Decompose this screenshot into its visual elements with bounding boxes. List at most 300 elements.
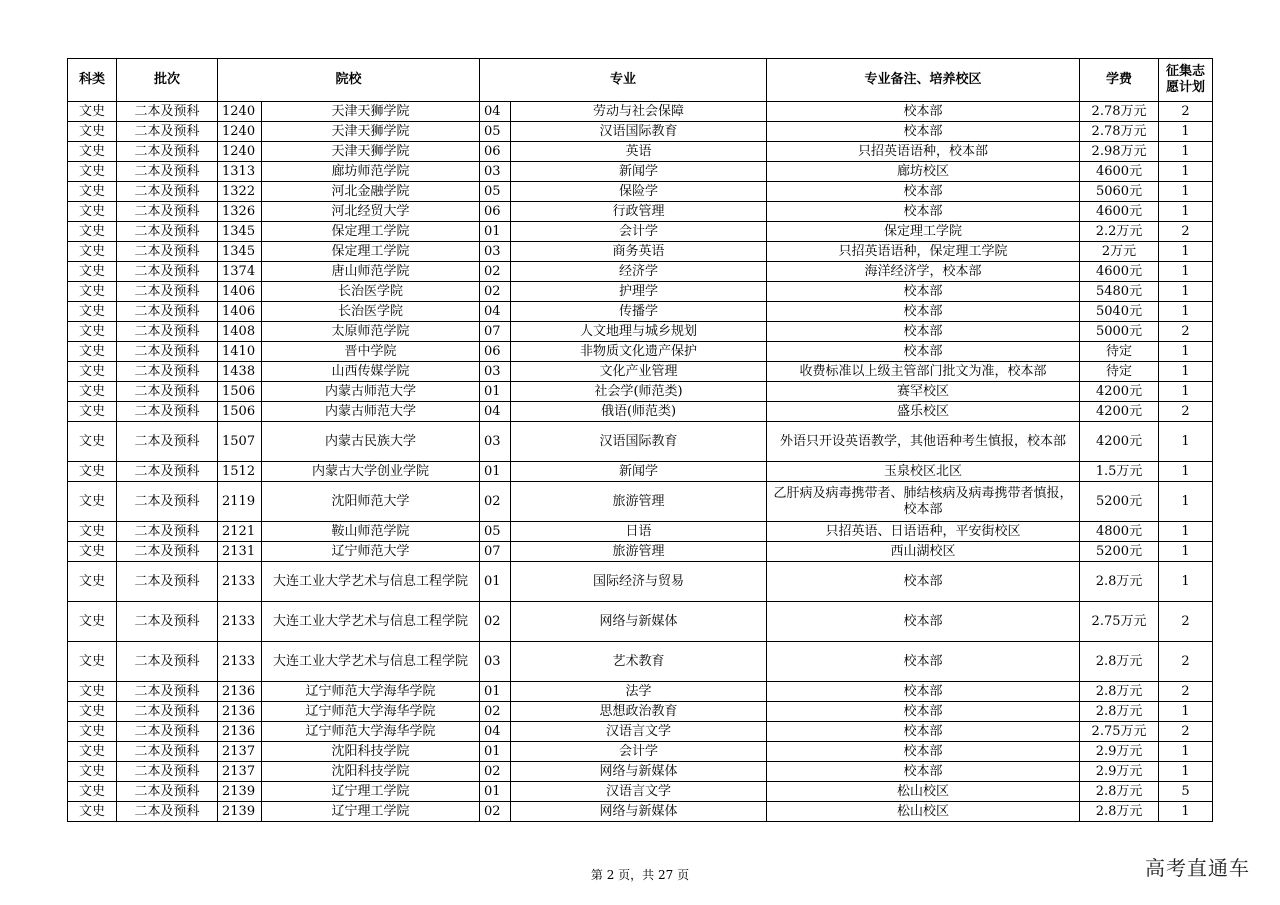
cell-category: 文史 — [68, 782, 117, 802]
cell-batch: 二本及预科 — [117, 182, 218, 202]
cell-school-code: 1240 — [218, 122, 262, 142]
cell-major-code: 03 — [480, 242, 511, 262]
cell-major-name: 日语 — [511, 522, 767, 542]
cell-school-name: 长治医学院 — [262, 302, 480, 322]
table-row — [68, 702, 1213, 722]
cell-tuition: 待定 — [1080, 362, 1159, 382]
cell-notes: 赛罕校区 — [767, 382, 1080, 402]
cell-school-name: 廊坊师范学院 — [262, 162, 480, 182]
table-row — [68, 402, 1213, 422]
cell-major-code: 05 — [480, 182, 511, 202]
cell-plan: 1 — [1159, 802, 1213, 822]
cell-major-name: 英语 — [511, 142, 767, 162]
header-plan: 征集志愿计划 — [1159, 59, 1213, 102]
cell-tuition: 待定 — [1080, 342, 1159, 362]
cell-school-name: 辽宁师范大学海华学院 — [262, 682, 480, 702]
cell-plan: 1 — [1159, 242, 1213, 262]
cell-major-code: 06 — [480, 142, 511, 162]
cell-batch: 二本及预科 — [117, 362, 218, 382]
cell-major-code: 03 — [480, 422, 511, 462]
cell-category: 文史 — [68, 542, 117, 562]
cell-tuition: 2.8万元 — [1080, 562, 1159, 602]
cell-batch: 二本及预科 — [117, 782, 218, 802]
cell-school-code: 2137 — [218, 762, 262, 782]
cell-school-code: 2139 — [218, 802, 262, 822]
cell-tuition: 2.98万元 — [1080, 142, 1159, 162]
cell-plan: 1 — [1159, 162, 1213, 182]
cell-tuition: 5200元 — [1080, 482, 1159, 522]
cell-major-name: 思想政治教育 — [511, 702, 767, 722]
cell-notes: 乙肝病及病毒携带者、肺结核病及病毒携带者慎报，校本部 — [767, 482, 1080, 522]
cell-tuition: 4200元 — [1080, 422, 1159, 462]
cell-tuition: 2.75万元 — [1080, 602, 1159, 642]
cell-major-name: 会计学 — [511, 222, 767, 242]
cell-tuition: 4200元 — [1080, 382, 1159, 402]
cell-school-name: 天津天狮学院 — [262, 142, 480, 162]
table-row — [68, 102, 1213, 122]
cell-notes: 校本部 — [767, 182, 1080, 202]
cell-plan: 1 — [1159, 702, 1213, 722]
cell-tuition: 2.8万元 — [1080, 682, 1159, 702]
cell-major-code: 03 — [480, 162, 511, 182]
cell-category: 文史 — [68, 262, 117, 282]
cell-school-name: 晋中学院 — [262, 342, 480, 362]
cell-category: 文史 — [68, 722, 117, 742]
cell-batch: 二本及预科 — [117, 702, 218, 722]
table-body — [68, 102, 1213, 822]
cell-school-code: 1374 — [218, 262, 262, 282]
cell-notes: 外语只开设英语教学，其他语种考生慎报，校本部 — [767, 422, 1080, 462]
cell-tuition: 5200元 — [1080, 542, 1159, 562]
cell-school-name: 内蒙古大学创业学院 — [262, 462, 480, 482]
cell-school-code: 1406 — [218, 302, 262, 322]
cell-plan: 1 — [1159, 462, 1213, 482]
cell-plan: 2 — [1159, 642, 1213, 682]
cell-major-name: 非物质文化遗产保护 — [511, 342, 767, 362]
cell-major-code: 01 — [480, 462, 511, 482]
cell-major-name: 汉语国际教育 — [511, 122, 767, 142]
cell-category: 文史 — [68, 342, 117, 362]
cell-major-code: 02 — [480, 282, 511, 302]
table-row — [68, 482, 1213, 522]
cell-school-name: 河北金融学院 — [262, 182, 480, 202]
cell-school-code: 1438 — [218, 362, 262, 382]
cell-plan: 2 — [1159, 402, 1213, 422]
table-row — [68, 362, 1213, 382]
table-row — [68, 222, 1213, 242]
cell-major-name: 保险学 — [511, 182, 767, 202]
cell-category: 文史 — [68, 102, 117, 122]
table-row — [68, 242, 1213, 262]
cell-major-name: 艺术教育 — [511, 642, 767, 682]
cell-batch: 二本及预科 — [117, 202, 218, 222]
cell-major-code: 02 — [480, 482, 511, 522]
header-notes: 专业备注、培养校区 — [767, 59, 1080, 102]
cell-category: 文史 — [68, 802, 117, 822]
cell-major-name: 网络与新媒体 — [511, 602, 767, 642]
cell-major-code: 01 — [480, 682, 511, 702]
table-row — [68, 342, 1213, 362]
cell-school-code: 1507 — [218, 422, 262, 462]
cell-school-name: 辽宁师范大学海华学院 — [262, 722, 480, 742]
cell-tuition: 4600元 — [1080, 202, 1159, 222]
cell-major-code: 04 — [480, 402, 511, 422]
cell-major-code: 07 — [480, 322, 511, 342]
cell-category: 文史 — [68, 562, 117, 602]
cell-category: 文史 — [68, 422, 117, 462]
cell-notes: 校本部 — [767, 302, 1080, 322]
header-batch: 批次 — [117, 59, 218, 102]
cell-batch: 二本及预科 — [117, 262, 218, 282]
cell-category: 文史 — [68, 602, 117, 642]
cell-school-name: 大连工业大学艺术与信息工程学院 — [262, 562, 480, 602]
cell-plan: 2 — [1159, 682, 1213, 702]
cell-notes: 西山湖校区 — [767, 542, 1080, 562]
cell-batch: 二本及预科 — [117, 522, 218, 542]
cell-major-name: 行政管理 — [511, 202, 767, 222]
cell-major-name: 护理学 — [511, 282, 767, 302]
cell-batch: 二本及预科 — [117, 222, 218, 242]
cell-plan: 1 — [1159, 362, 1213, 382]
table-row — [68, 162, 1213, 182]
cell-notes: 收费标准以上级主管部门批文为准，校本部 — [767, 362, 1080, 382]
cell-school-name: 唐山师范学院 — [262, 262, 480, 282]
cell-school-name: 大连工业大学艺术与信息工程学院 — [262, 642, 480, 682]
cell-school-code: 2121 — [218, 522, 262, 542]
cell-school-name: 沈阳科技学院 — [262, 762, 480, 782]
cell-school-code: 1313 — [218, 162, 262, 182]
cell-category: 文史 — [68, 462, 117, 482]
cell-major-code: 01 — [480, 562, 511, 602]
cell-category: 文史 — [68, 522, 117, 542]
cell-major-code: 01 — [480, 222, 511, 242]
cell-notes: 校本部 — [767, 342, 1080, 362]
cell-batch: 二本及预科 — [117, 642, 218, 682]
cell-major-code: 01 — [480, 382, 511, 402]
cell-notes: 校本部 — [767, 122, 1080, 142]
cell-school-code: 2119 — [218, 482, 262, 522]
cell-plan: 2 — [1159, 602, 1213, 642]
cell-category: 文史 — [68, 362, 117, 382]
cell-tuition: 2万元 — [1080, 242, 1159, 262]
cell-batch: 二本及预科 — [117, 402, 218, 422]
cell-tuition: 4600元 — [1080, 262, 1159, 282]
cell-batch: 二本及预科 — [117, 802, 218, 822]
cell-school-code: 1345 — [218, 242, 262, 262]
cell-category: 文史 — [68, 182, 117, 202]
cell-tuition: 2.9万元 — [1080, 742, 1159, 762]
cell-major-name: 传播学 — [511, 302, 767, 322]
cell-batch: 二本及预科 — [117, 242, 218, 262]
cell-notes: 校本部 — [767, 102, 1080, 122]
cell-major-name: 法学 — [511, 682, 767, 702]
cell-plan: 2 — [1159, 722, 1213, 742]
cell-major-name: 经济学 — [511, 262, 767, 282]
cell-school-code: 2139 — [218, 782, 262, 802]
cell-tuition: 2.75万元 — [1080, 722, 1159, 742]
table-row — [68, 422, 1213, 462]
cell-major-code: 04 — [480, 302, 511, 322]
cell-school-code: 2136 — [218, 722, 262, 742]
header-tuition: 学费 — [1080, 59, 1159, 102]
cell-school-name: 河北经贸大学 — [262, 202, 480, 222]
cell-batch: 二本及预科 — [117, 122, 218, 142]
cell-plan: 1 — [1159, 282, 1213, 302]
cell-category: 文史 — [68, 142, 117, 162]
cell-major-code: 02 — [480, 802, 511, 822]
cell-notes: 玉泉校区北区 — [767, 462, 1080, 482]
cell-school-code: 1240 — [218, 102, 262, 122]
cell-major-code: 02 — [480, 702, 511, 722]
cell-batch: 二本及预科 — [117, 422, 218, 462]
cell-tuition: 2.78万元 — [1080, 122, 1159, 142]
admissions-table — [67, 58, 1213, 822]
cell-notes: 校本部 — [767, 602, 1080, 642]
cell-tuition: 5480元 — [1080, 282, 1159, 302]
cell-school-code: 2133 — [218, 602, 262, 642]
header-category: 科类 — [68, 59, 117, 102]
cell-category: 文史 — [68, 762, 117, 782]
cell-notes: 保定理工学院 — [767, 222, 1080, 242]
cell-school-code: 2136 — [218, 702, 262, 722]
table-row — [68, 722, 1213, 742]
cell-category: 文史 — [68, 322, 117, 342]
cell-batch: 二本及预科 — [117, 742, 218, 762]
cell-category: 文史 — [68, 242, 117, 262]
cell-batch: 二本及预科 — [117, 602, 218, 642]
cell-batch: 二本及预科 — [117, 762, 218, 782]
cell-school-name: 保定理工学院 — [262, 222, 480, 242]
cell-notes: 校本部 — [767, 702, 1080, 722]
cell-category: 文史 — [68, 382, 117, 402]
cell-school-name: 辽宁师范大学海华学院 — [262, 702, 480, 722]
cell-batch: 二本及预科 — [117, 142, 218, 162]
cell-category: 文史 — [68, 282, 117, 302]
cell-plan: 1 — [1159, 522, 1213, 542]
cell-school-code: 1410 — [218, 342, 262, 362]
cell-batch: 二本及预科 — [117, 462, 218, 482]
table-row — [68, 782, 1213, 802]
cell-plan: 1 — [1159, 182, 1213, 202]
cell-plan: 2 — [1159, 222, 1213, 242]
cell-notes: 只招英语语种，校本部 — [767, 142, 1080, 162]
cell-tuition: 5000元 — [1080, 322, 1159, 342]
cell-major-name: 俄语(师范类) — [511, 402, 767, 422]
cell-major-name: 人文地理与城乡规划 — [511, 322, 767, 342]
cell-school-name: 沈阳师范大学 — [262, 482, 480, 522]
table-row — [68, 742, 1213, 762]
cell-tuition: 2.78万元 — [1080, 102, 1159, 122]
cell-plan: 1 — [1159, 302, 1213, 322]
table-row — [68, 382, 1213, 402]
cell-major-code: 04 — [480, 102, 511, 122]
cell-plan: 1 — [1159, 422, 1213, 462]
cell-major-name: 新闻学 — [511, 462, 767, 482]
cell-notes: 只招英语、日语语种，平安街校区 — [767, 522, 1080, 542]
cell-school-name: 内蒙古师范大学 — [262, 382, 480, 402]
cell-school-name: 辽宁理工学院 — [262, 802, 480, 822]
cell-school-code: 1506 — [218, 382, 262, 402]
cell-tuition: 2.8万元 — [1080, 702, 1159, 722]
cell-school-code: 1345 — [218, 222, 262, 242]
cell-notes: 海洋经济学，校本部 — [767, 262, 1080, 282]
cell-notes: 只招英语语种，保定理工学院 — [767, 242, 1080, 262]
cell-school-code: 1406 — [218, 282, 262, 302]
page-footer: 第 2 页，共 27 页 — [590, 868, 690, 882]
cell-batch: 二本及预科 — [117, 102, 218, 122]
cell-major-name: 社会学(师范类) — [511, 382, 767, 402]
cell-plan: 1 — [1159, 342, 1213, 362]
cell-major-code: 06 — [480, 202, 511, 222]
cell-notes: 校本部 — [767, 642, 1080, 682]
cell-category: 文史 — [68, 482, 117, 522]
cell-tuition: 4600元 — [1080, 162, 1159, 182]
header-major: 专业 — [480, 59, 767, 102]
cell-notes: 校本部 — [767, 322, 1080, 342]
cell-batch: 二本及预科 — [117, 542, 218, 562]
cell-school-name: 辽宁师范大学 — [262, 542, 480, 562]
cell-major-name: 旅游管理 — [511, 482, 767, 522]
cell-major-name: 新闻学 — [511, 162, 767, 182]
cell-school-name: 天津天狮学院 — [262, 102, 480, 122]
cell-category: 文史 — [68, 742, 117, 762]
cell-batch: 二本及预科 — [117, 302, 218, 322]
cell-school-code: 1506 — [218, 402, 262, 422]
cell-notes: 松山校区 — [767, 802, 1080, 822]
cell-plan: 2 — [1159, 102, 1213, 122]
cell-plan: 1 — [1159, 202, 1213, 222]
cell-school-name: 辽宁理工学院 — [262, 782, 480, 802]
cell-school-code: 2136 — [218, 682, 262, 702]
cell-batch: 二本及预科 — [117, 282, 218, 302]
cell-batch: 二本及预科 — [117, 342, 218, 362]
table-row — [68, 262, 1213, 282]
cell-batch: 二本及预科 — [117, 382, 218, 402]
cell-major-name: 网络与新媒体 — [511, 762, 767, 782]
cell-major-code: 02 — [480, 762, 511, 782]
table-row — [68, 182, 1213, 202]
brand-watermark: 高考直通车 — [1145, 856, 1250, 880]
cell-plan: 1 — [1159, 142, 1213, 162]
cell-tuition: 4800元 — [1080, 522, 1159, 542]
cell-tuition: 2.8万元 — [1080, 782, 1159, 802]
table-row — [68, 322, 1213, 342]
cell-plan: 1 — [1159, 762, 1213, 782]
cell-category: 文史 — [68, 302, 117, 322]
cell-plan: 1 — [1159, 122, 1213, 142]
table-row — [68, 122, 1213, 142]
cell-major-code: 03 — [480, 362, 511, 382]
cell-school-code: 1408 — [218, 322, 262, 342]
cell-batch: 二本及预科 — [117, 322, 218, 342]
cell-tuition: 2.2万元 — [1080, 222, 1159, 242]
cell-notes: 校本部 — [767, 282, 1080, 302]
cell-school-name: 山西传媒学院 — [262, 362, 480, 382]
cell-notes: 校本部 — [767, 562, 1080, 602]
cell-notes: 盛乐校区 — [767, 402, 1080, 422]
cell-category: 文史 — [68, 222, 117, 242]
cell-major-name: 汉语言文学 — [511, 782, 767, 802]
cell-major-name: 劳动与社会保障 — [511, 102, 767, 122]
header-row — [68, 59, 1213, 102]
cell-school-name: 内蒙古民族大学 — [262, 422, 480, 462]
cell-school-code: 1240 — [218, 142, 262, 162]
cell-plan: 5 — [1159, 782, 1213, 802]
table-row — [68, 682, 1213, 702]
table-row — [68, 302, 1213, 322]
cell-tuition: 2.9万元 — [1080, 762, 1159, 782]
cell-major-name: 汉语国际教育 — [511, 422, 767, 462]
cell-school-name: 天津天狮学院 — [262, 122, 480, 142]
cell-school-name: 长治医学院 — [262, 282, 480, 302]
cell-school-code: 2137 — [218, 742, 262, 762]
header-school: 院校 — [218, 59, 480, 102]
cell-major-code: 02 — [480, 262, 511, 282]
table-row — [68, 142, 1213, 162]
cell-plan: 1 — [1159, 742, 1213, 762]
cell-major-name: 文化产业管理 — [511, 362, 767, 382]
table-row — [68, 762, 1213, 782]
cell-school-name: 太原师范学院 — [262, 322, 480, 342]
cell-major-code: 02 — [480, 602, 511, 642]
cell-school-name: 沈阳科技学院 — [262, 742, 480, 762]
cell-major-code: 01 — [480, 782, 511, 802]
cell-school-code: 2133 — [218, 642, 262, 682]
cell-major-name: 会计学 — [511, 742, 767, 762]
table-row — [68, 602, 1213, 642]
cell-tuition: 5060元 — [1080, 182, 1159, 202]
table-row — [68, 202, 1213, 222]
cell-batch: 二本及预科 — [117, 562, 218, 602]
cell-major-name: 汉语言文学 — [511, 722, 767, 742]
table-row — [68, 462, 1213, 482]
cell-school-name: 鞍山师范学院 — [262, 522, 480, 542]
cell-notes: 校本部 — [767, 202, 1080, 222]
cell-category: 文史 — [68, 702, 117, 722]
cell-school-name: 内蒙古师范大学 — [262, 402, 480, 422]
cell-tuition: 1.5万元 — [1080, 462, 1159, 482]
cell-school-code: 1322 — [218, 182, 262, 202]
table-row — [68, 642, 1213, 682]
cell-major-code: 06 — [480, 342, 511, 362]
cell-batch: 二本及预科 — [117, 482, 218, 522]
table-row — [68, 542, 1213, 562]
cell-batch: 二本及预科 — [117, 162, 218, 182]
cell-plan: 1 — [1159, 262, 1213, 282]
cell-notes: 校本部 — [767, 742, 1080, 762]
cell-school-code: 1512 — [218, 462, 262, 482]
cell-category: 文史 — [68, 162, 117, 182]
cell-notes: 廊坊校区 — [767, 162, 1080, 182]
cell-tuition: 5040元 — [1080, 302, 1159, 322]
cell-major-code: 05 — [480, 522, 511, 542]
cell-category: 文史 — [68, 202, 117, 222]
cell-major-name: 商务英语 — [511, 242, 767, 262]
cell-notes: 校本部 — [767, 762, 1080, 782]
cell-plan: 1 — [1159, 482, 1213, 522]
cell-notes: 校本部 — [767, 722, 1080, 742]
cell-plan: 1 — [1159, 382, 1213, 402]
cell-school-code: 1326 — [218, 202, 262, 222]
cell-category: 文史 — [68, 122, 117, 142]
cell-major-code: 03 — [480, 642, 511, 682]
table-row — [68, 802, 1213, 822]
cell-plan: 1 — [1159, 542, 1213, 562]
cell-school-name: 保定理工学院 — [262, 242, 480, 262]
cell-category: 文史 — [68, 402, 117, 422]
table-row — [68, 282, 1213, 302]
cell-major-code: 07 — [480, 542, 511, 562]
